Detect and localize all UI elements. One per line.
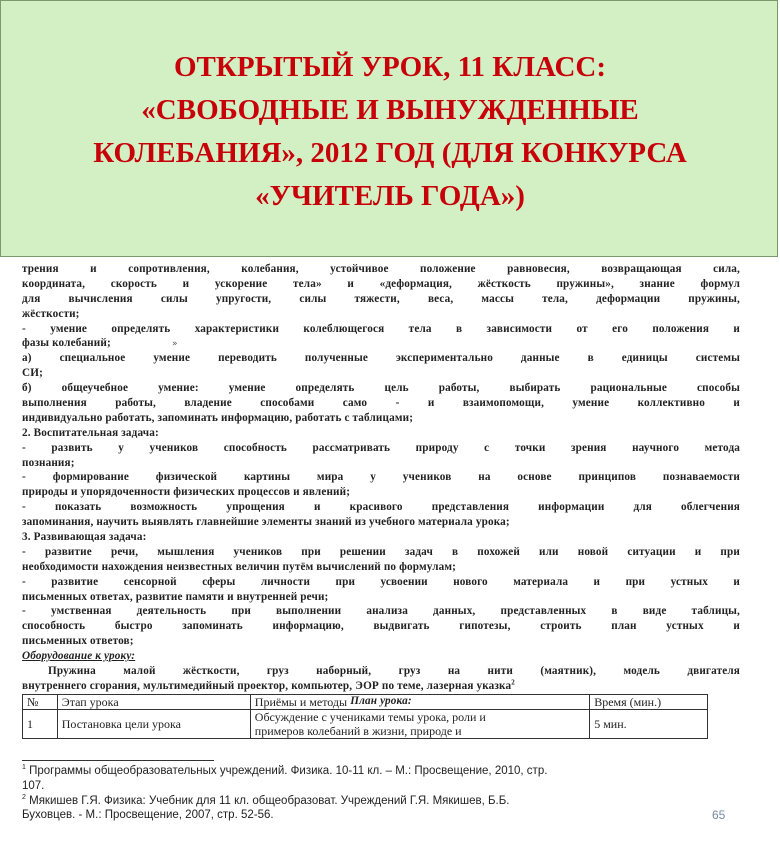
body-line: жёсткости; [22, 307, 80, 320]
title-line: «СВОБОДНЫЕ И ВЫНУЖДЕННЫЕ [141, 94, 639, 126]
table-row [23, 710, 708, 739]
column-header: Этап урока [57, 695, 250, 710]
row-stage: Постановка цели урока [57, 710, 250, 739]
title-line: ОТКРЫТЫЙ УРОК, 11 КЛАСС: [174, 51, 606, 83]
plan-heading: План урока: [350, 694, 412, 707]
body-line: - формирование физической картины мира у учеников на основе принципов познаваемости [22, 471, 740, 484]
body-line: - развитие сенсорной сферы личности при усвоении нового материала и при устных и [22, 575, 740, 588]
body-line: - развитие речи, мышления учеников при решении задач в похожей или новой ситуации и при [22, 545, 740, 558]
body-line: способность быстро запоминать информацию, выдвигать гипотезы, строить план устных и [22, 620, 740, 633]
footnote-line: Буховцев. - М.: Просвещение, 2007, стр. 52-56. [22, 809, 274, 822]
slide-title [0, 46, 780, 218]
title-line: «УЧИТЕЛЬ ГОДА») [255, 180, 525, 212]
body-line: познания; [22, 456, 75, 469]
equipment-line: Пружина малой жёсткости, груз наборный, груз на нити (маятник), модель двигателя [48, 665, 740, 678]
equipment-line: внутреннего сгорания, мультимедийный проектор, компьютер, ЭОР по теме, лазерная указка$^2$ [22, 678, 515, 692]
body-line: природы и упорядоченности физических процессов и явлений; [22, 486, 351, 499]
section-heading: 3. Развивающая задача: [22, 531, 147, 544]
column-header: Приёмы и методы [250, 695, 589, 710]
body-line: - умение определять характеристики колеблющегося тела в зависимости от его положения и [22, 322, 740, 335]
body-line: индивидуально работать, запоминать информацию, работать с таблицами; [22, 411, 414, 424]
body-line: письменных ответов; [22, 635, 134, 648]
body-line: для вычисления силы упругости, силы тяжести, веса, массы тела, деформации пружины, [22, 292, 740, 305]
body-line: письменных ответах, развитие памяти и внутренней речи; [22, 590, 329, 603]
body-line: запоминания, научить выявлять главнейшие элементы знаний из учебного материала урока; [22, 516, 510, 529]
lesson-plan-table [22, 694, 708, 739]
scan-artifact-mark: » [172, 339, 178, 349]
body-line: - показать возможность упрощения и красивого представления информации для облегчения [22, 501, 740, 514]
column-header: Время (мин.) [590, 695, 708, 710]
section-heading: 2. Воспитательная задача: [22, 426, 159, 439]
footnote-line: $^2$ Мякишев Г.Я. Физика: Учебник для 11 кл. общеобразоват. Учреждений Г.Я. Мякишев, Б.Б. [22, 793, 510, 807]
body-line: - умственная деятельность при выполнении анализа данных, представленных в виде таблицы, [22, 605, 740, 618]
row-methods: Обсуждение с учениками темы урока, роли и примеров колебаний в жизни, природе и [250, 710, 589, 739]
footnote-ref: 2 [511, 678, 515, 687]
body-line: б) общеучебное умение: умение определять цель работы, выбирать рациональные способы [22, 382, 740, 395]
body-line: выполнения работы, владение способами само - и взаимопомощи, умение коллективно и [22, 397, 740, 410]
body-line: фазы колебаний; [22, 337, 111, 350]
body-line: СИ; [22, 367, 43, 380]
body-line: а) специальное умение переводить полученные экспериментально данные в единицы системы [22, 352, 740, 365]
body-line: координата, скорость и ускорение тела» и «деформация, жёсткость пружины», знание формул [22, 277, 740, 290]
equipment-heading: Оборудование к уроку: [22, 650, 136, 663]
column-header: № [23, 695, 58, 710]
body-line: необходимости нахождения неизвестных величин путём вычислений по формулам; [22, 560, 457, 573]
page-number: 65 [712, 808, 726, 822]
scanned-document-body [22, 262, 740, 709]
footnote-line: 107. [22, 779, 45, 792]
footnote-separator [22, 760, 214, 761]
title-line: КОЛЕБАНИЯ», 2012 ГОД (ДЛЯ КОНКУРСА [93, 137, 687, 169]
table-header-row [23, 695, 708, 710]
row-time: 5 мин. [590, 710, 708, 739]
row-number: 1 [23, 710, 58, 739]
footnotes [22, 764, 722, 823]
footnote-line: $^1$ Программы общеобразовательных учреждений. Физика. 10-11 кл. – М.: Просвещение, 2010, стр. [22, 764, 548, 777]
body-line: трения и сопротивления, колебания, устойчивое положение равновесия, возвращающая сила, [22, 263, 740, 275]
body-line: - развить у учеников способность рассматривать природу с точки зрения научного метода [22, 441, 740, 454]
